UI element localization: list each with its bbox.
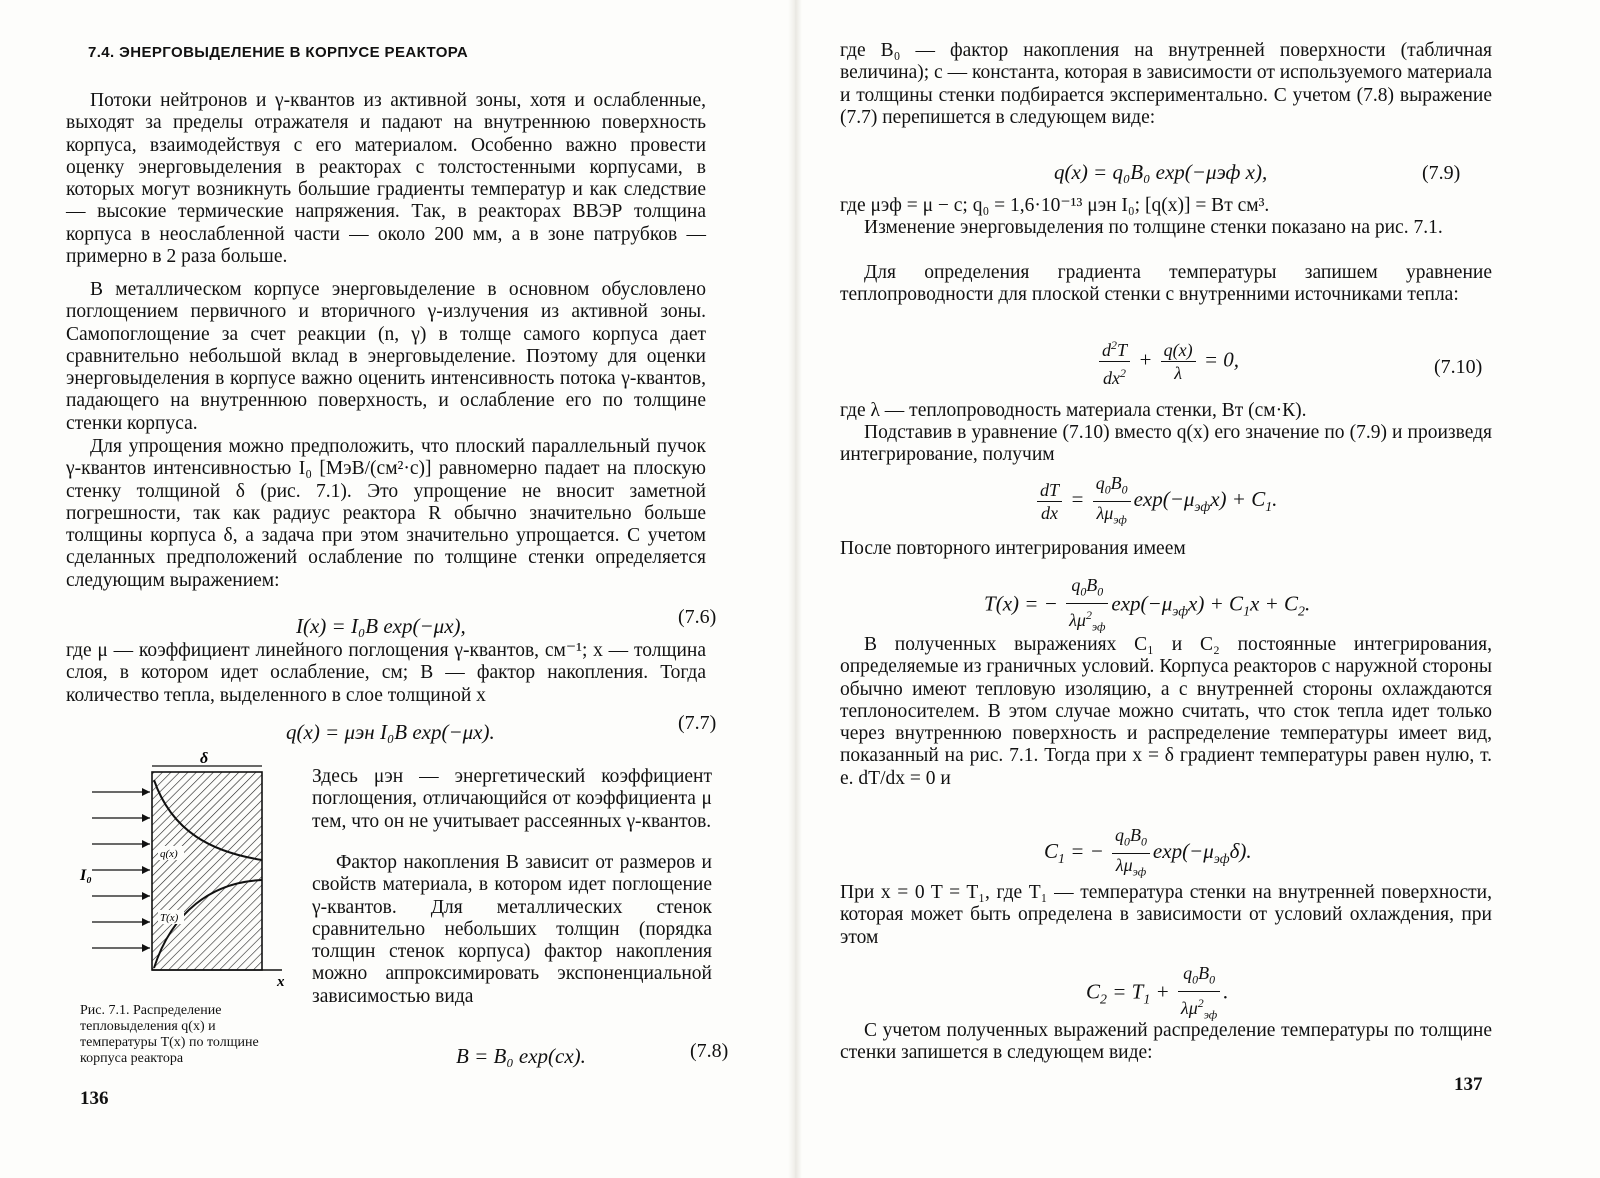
equation-7-8: B = B₀ exp(cx). <box>456 1044 586 1068</box>
equation-7-7: q(x) = μэн I₀B exp(−μx). <box>286 720 495 744</box>
paragraph-r10: С учетом полученных выражений распределение температуры по толщине стенки запишется в следующем виде: <box>840 1020 1492 1064</box>
paragraph-r8: В полученных выражениях C₁ и C₂ постоянные интегрирования, определяемые из граничных условий. Корпуса реакторов с наружной стороны обычно имеют тепловую изоляцию, а с внутренней стороны охлаждаются теплоносителем. В этом случае можно считать, что сток тепла идет только через внутреннюю поверхность и распределение температуры имеет вид, показанный на рис. 7.1. Тогда при x = δ градиент температуры равен нулю, т. е. dT/dx = 0 и <box>840 634 1492 789</box>
equation-7-9: q(x) = q₀B₀ exp(−μэф x), <box>1054 160 1268 184</box>
equation-C1: $C_1$ = − $\frac{q_0B_0}{\lambda\mu_{эф}}$ $\exp(-\mu_{эф}\delta)$. <box>1044 825 1252 879</box>
equation-number-7-10: (7.10) <box>1434 356 1483 378</box>
left-page <box>0 0 790 1178</box>
figure-7-1 <box>72 752 302 992</box>
paragraph-r4: Для определения градиента температуры запишем уравнение теплопроводности для плоской стенки с внутренними источниками тепла: <box>840 262 1492 306</box>
equation-number-7-7: (7.7) <box>678 712 717 734</box>
incident-arrows <box>92 792 150 948</box>
paragraph-r7: После повторного интегрирования имеем <box>840 538 1186 559</box>
section-heading: 7.4. ЭНЕРГОВЫДЕЛЕНИЕ В КОРПУСЕ РЕАКТОРА <box>88 44 469 61</box>
Tx-label: T(x) <box>160 912 179 924</box>
page-number-right: 137 <box>1454 1074 1483 1095</box>
equation-C2: $C_2 = T_1$ + $\frac{q_0B_0}{\lambda\mu^2_{эф}}$ . <box>1086 963 1229 1022</box>
paragraph-1: Потоки нейтронов и γ-квантов из активной зоны, хотя и ослабленные, выходят за пределы отражателя и падают на внутреннюю поверхность корпуса, взаимодействуя с его материалом. Особенно важно провести оценку энерговыделения в реакторах с толстостенными корпусами, в которых могут возникнуть большие градиенты температур и как следствие — высокие термические напряжения. Так, в реакторах ВВЭР толщина корпуса в неослабленной части — около 200 мм, а в зоне патрубков — примерно в 2 раза больше. <box>66 90 706 268</box>
paragraph-r2: где μэф = μ − c; q₀ = 1,6·10⁻¹³ μэн I₀; [q(x)] = Вт см³. <box>840 195 1270 216</box>
equation-number-7-9: (7.9) <box>1422 162 1461 184</box>
figure-caption: Рис. 7.1. Распределение тепловыделения q(x) и температуры T(x) по толщине корпуса реактора <box>80 1003 259 1066</box>
paragraph-5: Здесь μэн — энергетический коэффициент поглощения, отличающийся от коэффициента μ тем, что он не учитывает рассеянных γ-квантов. <box>312 766 712 832</box>
paragraph-4: где μ — коэффициент линейного поглощения γ-квантов, см⁻¹; x — толщина слоя, в котором идет ослабление, см; B — фактор накопления. Тогда количество тепла, выделенного в слое толщиной x <box>66 640 706 706</box>
equation-7-6: I(x) = I₀B exp(−μx), <box>296 614 466 638</box>
paragraph-6: Фактор накопления B зависит от размеров и свойств материала, в котором идет поглощение γ-квантов. Для металлических стенок сравнительно небольших толщин (порядка толщин стенок корпуса) фактор накопления можно аппроксимировать экспоненциальной зависимостью вида <box>312 852 712 1007</box>
wall-hatched-region <box>152 772 262 970</box>
paragraph-r9: При x = 0 T = T₁, где T₁ — температура стенки на внутренней поверхности, которая может быть определена в зависимости от условий охлаждения, при этом <box>840 882 1492 948</box>
equation-dT-dx: $\frac{dT}{dx}$ = $\frac{q_0B_0}{\lambda\mu_{эф}}$ $\exp(-\mu_{эф}x) + C_1$. <box>1034 472 1277 530</box>
paragraph-2: В металлическом корпусе энерговыделение в основном обусловлено поглощением первичного и вторичного γ-излучения из активной зоны. Самопоглощение за счет реакции (n, γ) в толще самого корпуса дает сравнительно небольшой вклад в энерговыделение. Поэтому для оценки энерговыделения в корпусе важно оценить интенсивность потока γ-квантов, падающего на внутреннюю поверхность, и ослабление его по толщине стенки корпуса. <box>66 279 706 434</box>
right-page <box>800 0 1600 1178</box>
equation-number-7-8: (7.8) <box>690 1040 729 1062</box>
paragraph-r6: Подставив в уравнение (7.10) вместо q(x) его значение по (7.9) и произведя интегрирование, получим <box>840 422 1492 466</box>
x-axis-label: x <box>277 974 285 990</box>
arrowheads <box>142 788 150 952</box>
paragraph-r5: где λ — теплопроводность материала стенки, Вт (см·К). <box>840 400 1307 421</box>
paragraph-r1: где B₀ — фактор накопления на внутренней поверхности (табличная величина); c — константа, которая в зависимости от используемого материала и толщины стенки подбирается экспериментально. С учетом (7.8) выражение (7.7) перепишется в следующем виде: <box>840 40 1492 128</box>
equation-number-7-6: (7.6) <box>678 606 717 628</box>
qx-label: q(x) <box>160 848 178 860</box>
I0-label: I₀ <box>80 867 92 884</box>
paragraph-r3: Изменение энерговыделения по толщине стенки показано на рис. 7.1. <box>864 217 1443 238</box>
equation-T-x: T(x) = − $\frac{q_0B_0}{\lambda\mu^2_{эф}}$ $\exp(-\mu_{эф}x) + C_1x + C_2$. <box>984 575 1311 634</box>
equation-7-10: $\frac{d^2T}{dx^2}$ + $\frac{q(x)}{\lambda}$ = 0, <box>1096 334 1239 389</box>
paragraph-3: Для упрощения можно предположить, что плоский параллельный пучок γ-квантов интенсивностью I₀ [МэВ/(см²·с)] равномерно падает на плоскую стенку толщиной δ (рис. 7.1). Это упрощение не вносит заметной погрешности, так как радиус реактора R обычно значительно больше толщины корпуса δ, а задача при этом значительно упрощается. С учетом сделанных предположений ослабление по толщине стенки определяется следующим выражением: <box>66 436 706 591</box>
page-number-left: 136 <box>80 1088 109 1109</box>
delta-label: δ <box>200 752 209 767</box>
